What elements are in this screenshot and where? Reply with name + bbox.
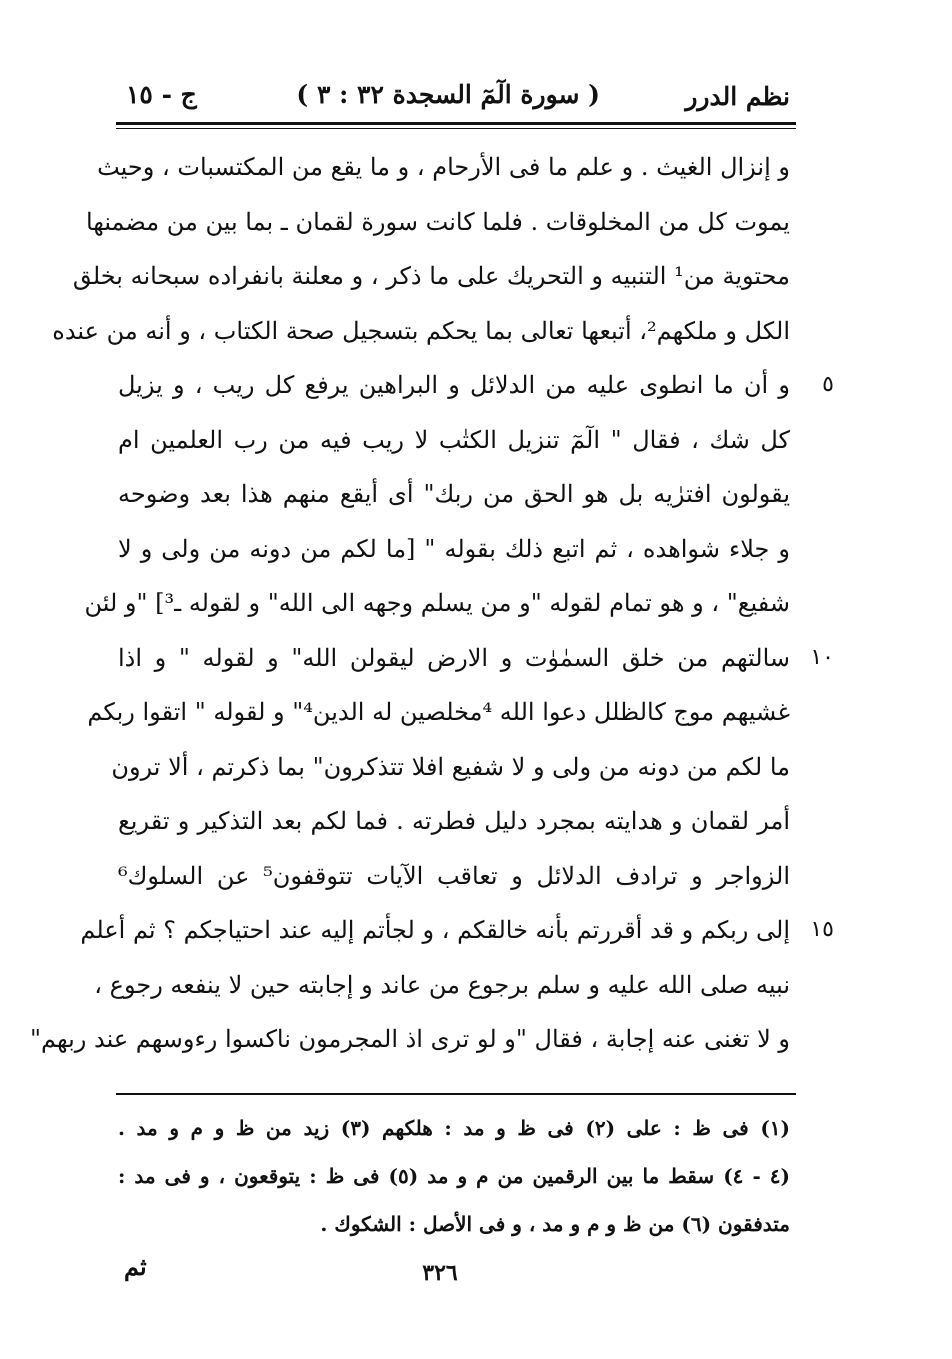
line-text: الكل و ملكهم²، أتبعها تعالى بما يحكم بتسجيل صحة الكتاب ، و أنه من عنده <box>52 316 790 345</box>
line-text: يموت كل من المخلوقات . فلما كانت سورة لقمان ـ بما بين من مضمنها <box>85 207 790 236</box>
running-header <box>118 70 790 114</box>
line-number: ١٠ <box>810 644 834 670</box>
header-rule-thick <box>116 122 796 125</box>
text-line <box>118 413 790 468</box>
footnote-line: متدفقون (٦) من ظ و م و مد ، و فى الأصل : الشكوك . <box>320 1212 790 1236</box>
text-line <box>118 631 834 686</box>
footnotes <box>118 1104 790 1248</box>
text-line <box>118 794 790 849</box>
line-text: سالتهم من خلق السمٰوٰت و الارض ليقولن الله" و لقوله " و اذا <box>118 643 790 672</box>
main-text <box>30 140 834 1067</box>
surah-reference: ( سورة الٓمٓ السجدة ٣٢ : ٣ ) <box>296 80 600 109</box>
line-text: أمر لقمان و هدايته بمجرد دليل فطرته . فما لكم بعد التذكير و تقريع <box>118 807 790 835</box>
line-text: شفيع" ، و هو تمام لقوله "و من يسلم وجهه الى الله" و لقوله ـ³] "و لئن <box>84 589 790 617</box>
text-line <box>118 358 834 413</box>
book-title: نظم الدرر <box>685 82 790 111</box>
text-line <box>118 467 790 522</box>
text-line <box>87 685 790 740</box>
line-text: محتوية من¹ التنبيه و التحريك على ما ذكر ، و معلنة بانفراده سبحانه بخلق <box>72 262 790 290</box>
footnote-rule <box>116 1093 796 1095</box>
page-number: ٣٢٦ <box>422 1260 458 1286</box>
line-text: الزواجر و ترادف الدلائل و تعاقب الآيات تتوقفون⁵ عن السلوك⁶ <box>118 861 790 890</box>
text-line <box>72 249 790 304</box>
line-number: ١٥ <box>810 917 834 942</box>
volume-number: ج - ١٥ <box>126 80 197 109</box>
line-text: نبيه صلى الله عليه و سلم برجوع من عاند و إجابته حين لا ينفعه رجوع ، <box>94 970 790 999</box>
line-text: كل شك ، فقال " الٓمٓ تنزيل الكتٰب لا ريب فيه من رب العلمين ام <box>118 425 790 454</box>
text-line <box>97 140 790 195</box>
text-line <box>118 522 790 577</box>
footnote-line: (٤ - ٤) سقط ما بين الرقمين من م و مد (٥) فى ظ : يتوقعون ، و فى مد : <box>118 1164 791 1188</box>
line-text: ما لكم من دونه من ولى و لا شفيع افلا تتذكرون" بما ذكرتم ، ألا ترون <box>111 752 790 781</box>
line-text: و إنزال الغيث . و علم ما فى الأرحام ، و ما يقع من المكتسبات ، وحيث <box>97 153 790 181</box>
line-text: و لا تغنى عنه إجابة ، فقال "و لو ترى اذ المجرمون ناكسوا رءوسهم عند ربهم" <box>30 1025 790 1053</box>
line-text: إلى ربكم و قد أقررتم بأنه خالقكم ، و لجأتم إليه عند احتياجكم ؟ ثم أعلم <box>80 916 790 944</box>
text-line <box>84 576 790 631</box>
line-text: يقولون افترٰيه بل هو الحق من ربك" أى أيقع منهم هذا بعد وضوحه <box>118 480 790 508</box>
text-line <box>94 958 790 1013</box>
text-line <box>52 304 790 359</box>
catchword: ثم <box>124 1252 147 1281</box>
text-line <box>118 849 790 904</box>
line-text: و أن ما انطوى عليه من الدلائل و البراهين يرفع كل ريب ، و يزيل <box>118 371 790 399</box>
text-line <box>30 1012 790 1067</box>
text-line <box>85 195 790 250</box>
footnote-line: (١) فى ظ : على (٢) فى ظ و مد : هلكهم (٣) زيد من ظ و م و مد . <box>118 1116 791 1140</box>
line-number: ٥ <box>822 372 834 397</box>
text-line <box>80 903 834 958</box>
line-text: غشيهم موج كالظلل دعوا الله ⁴مخلصين له الدين⁴" و لقوله " اتقوا ربكم <box>87 698 790 726</box>
text-line <box>111 740 790 795</box>
line-text: و جلاء شواهده ، ثم اتبع ذلك بقوله " [ما لكم من دونه من ولى و لا <box>118 534 790 563</box>
header-rule-thin <box>116 128 796 129</box>
